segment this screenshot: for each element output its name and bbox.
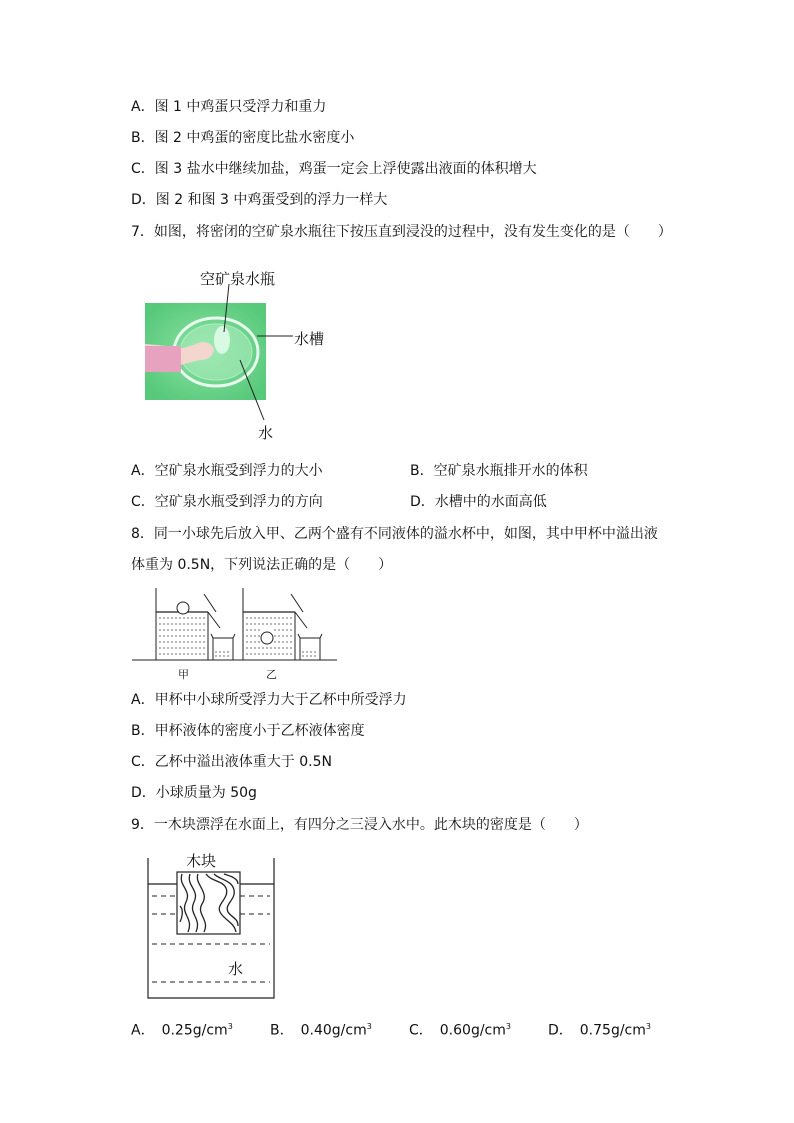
q8-liquid-hatching [159, 618, 318, 656]
q7-figure-svg [140, 262, 360, 444]
q9-option-c-sup: 3 [505, 1022, 511, 1031]
q8-stem-line2: 体重为 0.5N，下列说法正确的是（ ） [131, 557, 393, 573]
q9-option-d [548, 1018, 651, 1040]
q8-left-spout [208, 612, 220, 628]
q9-wood-block [177, 872, 240, 934]
q9-option-d-text: D． 0.75g/cm [548, 1022, 646, 1039]
q8-figure [132, 582, 342, 682]
q6-option-a: A．图 1 中鸡蛋只受浮力和重力 [131, 99, 327, 115]
q7-option-c: C．空矿泉水瓶受到浮力的方向 [131, 494, 323, 510]
q8-left-spout-top [204, 594, 216, 612]
q8-right-spout-top [291, 594, 303, 612]
q9-stem: 9．一木块漂浮在水面上，有四分之三浸入水中。此木块的密度是（ ） [131, 817, 588, 833]
q8-option-d: D．小球质量为 50g [131, 785, 257, 801]
q8-right-spout [295, 612, 307, 628]
q8-label-right: 乙 [266, 668, 277, 681]
q8-option-c: C．乙杯中溢出液体重大于 0.5N [131, 754, 332, 770]
q9-option-c [409, 1018, 511, 1040]
q9-option-b [270, 1018, 372, 1040]
q9-option-a [131, 1018, 233, 1040]
q7-option-a: A．空矿泉水瓶受到浮力的大小 [131, 463, 323, 479]
q9-option-a-sup: 3 [227, 1022, 233, 1031]
q7-stem: 7．如图，将密闭的空矿泉水瓶往下按压直到浸没的过程中，没有发生变化的是（ ） [131, 224, 672, 240]
q6-option-c: C．图 3 盐水中继续加盐，鸡蛋一定会上浮使露出液面的体积增大 [131, 161, 537, 177]
q8-label-left: 甲 [178, 668, 189, 681]
q8-option-a: A．甲杯中小球所受浮力大于乙杯中所受浮力 [131, 692, 407, 708]
q7-label-tank: 水槽 [294, 330, 325, 348]
q8-stem-line1: 8．同一小球先后放入甲、乙两个盛有不同液体的溢水杯中，如图，其中甲杯中溢出液 [131, 526, 658, 542]
q9-option-b-sup: 3 [366, 1022, 372, 1031]
q8-figure-svg [132, 582, 342, 682]
q6-option-b: B．图 2 中鸡蛋的密度比盐水密度小 [131, 130, 355, 146]
q9-option-c-text: C． 0.60g/cm [409, 1022, 506, 1039]
q7-option-b: B．空矿泉水瓶排开水的体积 [410, 463, 588, 479]
q9-label-block: 木块 [186, 852, 217, 870]
q9-option-a-text: A． 0.25g/cm [131, 1022, 228, 1039]
q7-label-bottle: 空矿泉水瓶 [200, 270, 276, 288]
q7-bottle [214, 326, 230, 354]
q9-option-b-text: B． 0.40g/cm [270, 1022, 367, 1039]
q6-option-d: D．图 2 和图 3 中鸡蛋受到的浮力一样大 [131, 192, 388, 208]
q7-label-water: 水 [258, 424, 274, 442]
q7-sleeve [145, 346, 181, 372]
q7-figure [140, 262, 360, 444]
q8-option-b: B．甲杯液体的密度小于乙杯液体密度 [131, 723, 365, 739]
q7-option-d: D．水槽中的水面高低 [410, 494, 547, 510]
q8-right-ball [261, 632, 273, 644]
q9-label-water: 水 [228, 960, 244, 978]
q8-left-ball [177, 602, 189, 614]
q9-figure [140, 846, 280, 1004]
q9-option-d-sup: 3 [645, 1022, 651, 1031]
